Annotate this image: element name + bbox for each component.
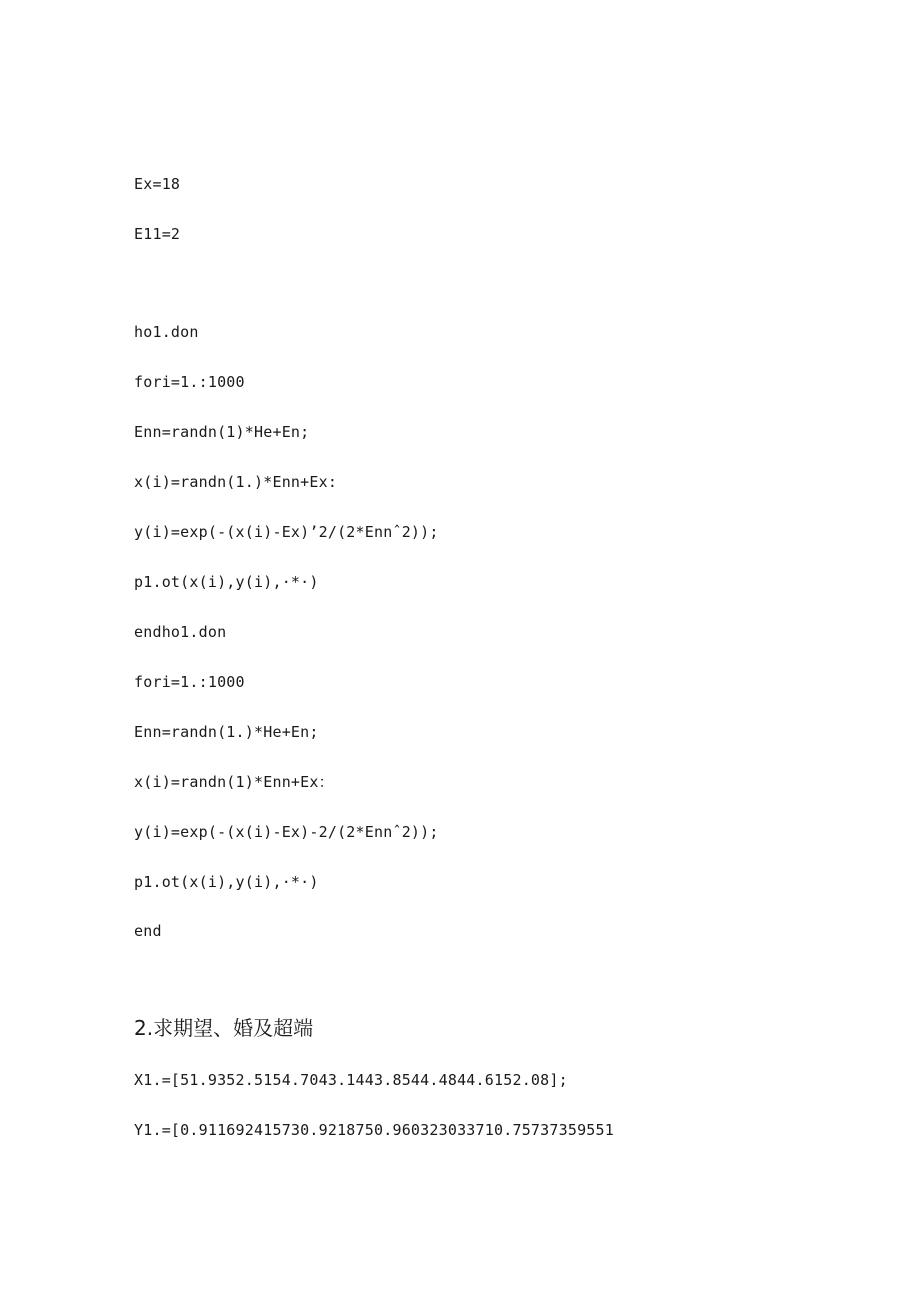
code-line-ex: Ex=18 <box>134 175 181 193</box>
code-line-enn: Enn=randn(1.)*He+En; <box>134 723 319 741</box>
code-line-hold-on: ho1.don <box>134 323 199 341</box>
code-line-e11: E11=2 <box>134 225 181 243</box>
code-line-x: x(i)=randn(1.)*Enn+Ex: <box>134 473 338 491</box>
section-heading: 2.求期望、婚及超端 <box>134 1016 314 1040</box>
code-line-enn: Enn=randn(1)*He+En; <box>134 423 310 441</box>
code-line-for: fori=1.:1000 <box>134 673 245 691</box>
code-line-x1: X1.=[51.9352.5154.7043.1443.8544.4844.6152.08]; <box>134 1071 568 1089</box>
code-line-plot: p1.ot(x(i),y(i),·*·) <box>134 573 319 591</box>
code-line-plot: p1.ot(x(i),y(i),·*·) <box>134 873 319 891</box>
code-line-y: y(i)=exp(-(x(i)-Ex)-2/(2*Ennˆ2)); <box>134 823 439 841</box>
code-line-for: fori=1.:1000 <box>134 373 245 391</box>
code-line-end-hold-on: endho1.don <box>134 623 227 641</box>
code-line-x: x(i)=randn(1)*Enn+Ex： <box>134 773 334 791</box>
code-line-y1: Y1.=[0.911692415730.9218750.960323033710.75737359551 <box>134 1121 614 1139</box>
code-line-y: y(i)=exp(-(x(i)-Ex)’2/(2*Ennˆ2)); <box>134 523 439 541</box>
code-line-end: end <box>134 922 162 940</box>
